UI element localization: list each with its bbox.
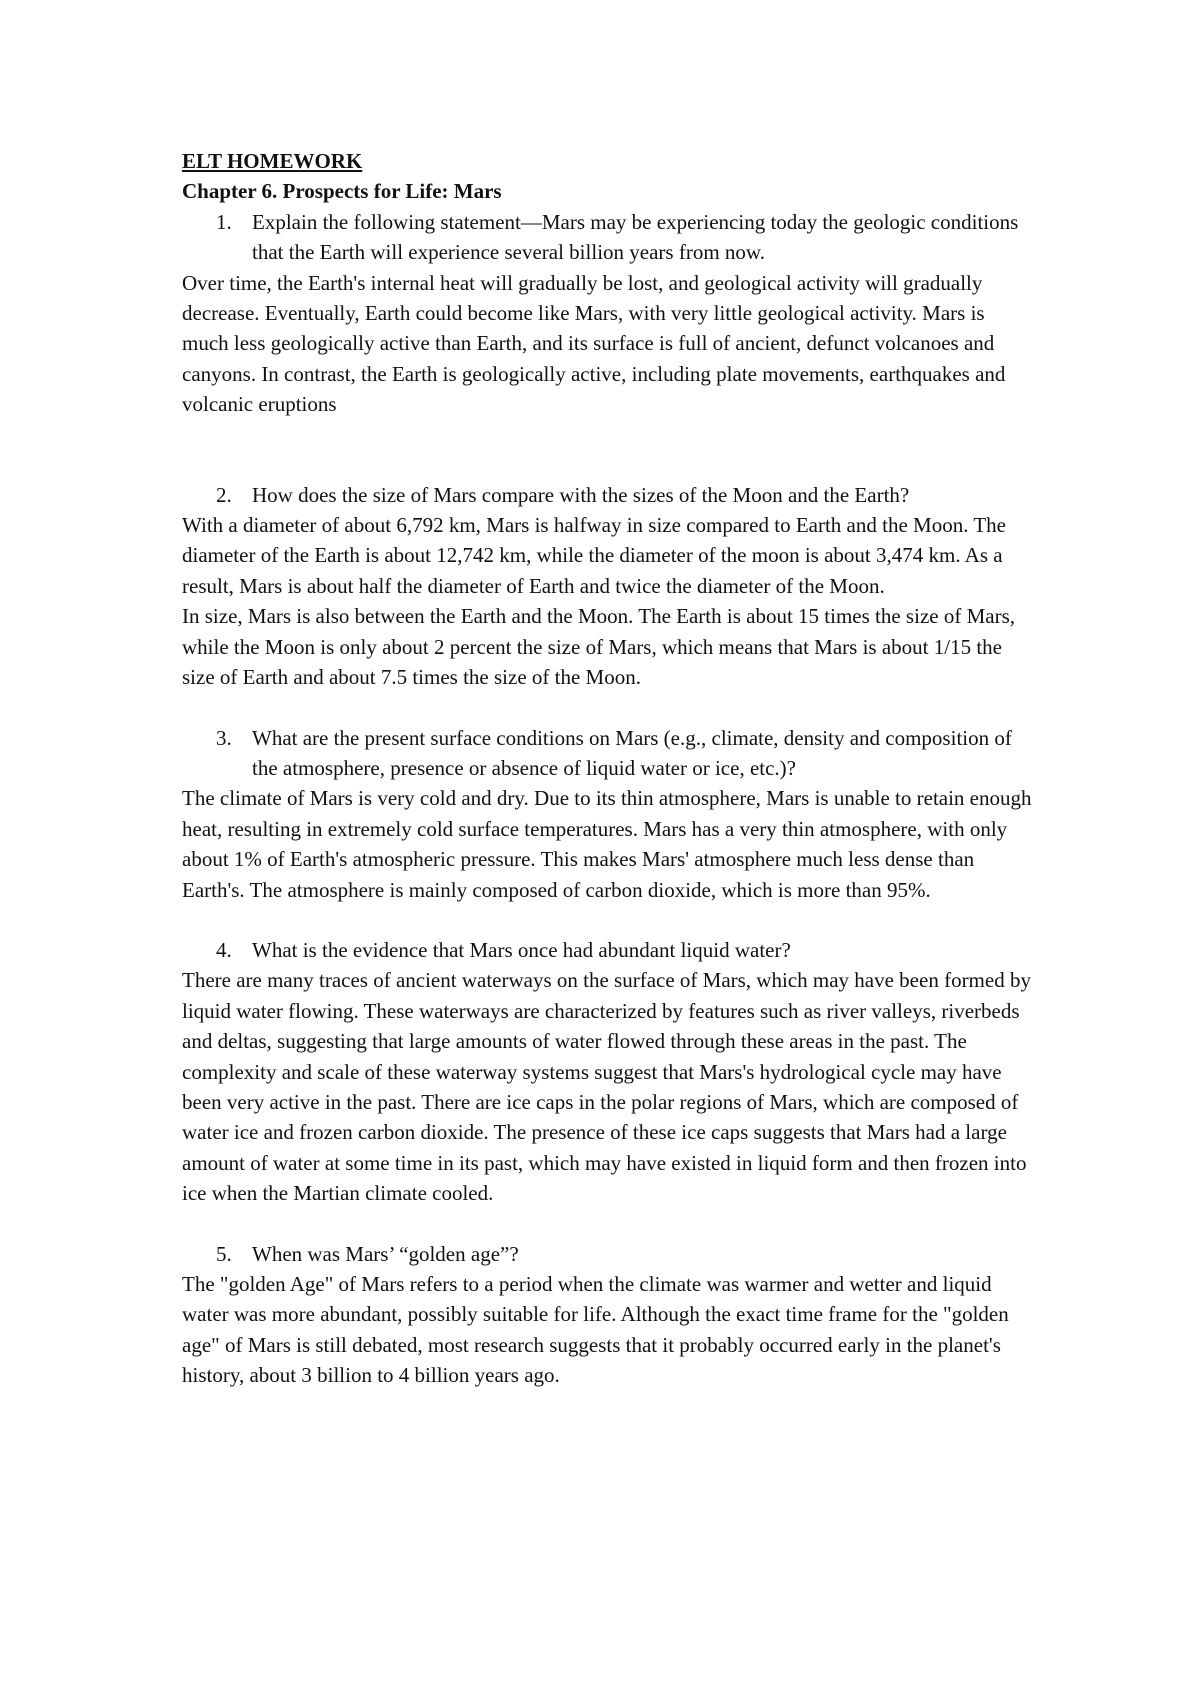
question-5 [182, 1239, 1032, 1269]
question-4-text: What is the evidence that Mars once had abundant liquid water? [252, 937, 791, 962]
question-4-number: 4. [216, 937, 232, 962]
answer-4: There are many traces of ancient waterways on the surface of Mars, which may have been formed by liquid water flowing. These waterways are characterized by features such as river valleys, riverbeds and deltas, suggesting that large amounts of water flowed through these areas in the past. The complexity and scale of these waterway systems suggest that Mars's hydrological cycle may have been very active in the past. There are ice caps in the polar regions of Mars, which are composed of water ice and frozen carbon dioxide. The presence of these ice caps suggests that Mars had a large amount of water at some time in its past, which may have existed in liquid form and then frozen into ice when the Martian climate cooled. [182, 968, 1031, 1206]
question-2-number: 2. [216, 482, 232, 507]
answer-2-paragraph-1: With a diameter of about 6,792 km, Mars is halfway in size compared to Earth and the Moon. The diameter of the Earth is about 12,742 km, while the diameter of the moon is about 3,474 km. As a result, Mars is about half the diameter of Earth and twice the diameter of the Moon. [182, 513, 1006, 598]
question-3 [182, 723, 1032, 784]
spacer [182, 420, 1032, 480]
question-3-number: 3. [216, 725, 232, 750]
question-3-text: What are the present surface conditions on Mars (e.g., climate, density and composition of the atmosphere, presence or absence of liquid water or ice, etc.)? [252, 725, 1012, 780]
question-2-text: How does the size of Mars compare with the sizes of the Moon and the Earth? [252, 482, 910, 507]
question-1-number: 1. [216, 209, 232, 234]
answer-1: Over time, the Earth's internal heat will gradually be lost, and geological activity will gradually decrease. Eventually, Earth could become like Mars, with very little geological activity. Mars is much less geologically active than Earth, and its surface is full of ancient, defunct volcanoes and canyons. In contrast, the Earth is geologically active, including plate movements, earthquakes and volcanic eruptions [182, 270, 1006, 417]
answer-5: The "golden Age" of Mars refers to a period when the climate was warmer and wetter and liquid water was more abundant, possibly suitable for life. Although the exact time frame for the "golden age" of Mars is still debated, most research suggests that it probably occurred early in the planet's history, about 3 billion to 4 billion years ago. [182, 1272, 1009, 1388]
document-page [182, 146, 1032, 1391]
question-1-text: Explain the following statement—Mars may be experiencing today the geologic conditions that the Earth will experience several billion years from now. [252, 209, 1019, 265]
question-2 [182, 480, 1032, 510]
chapter-title: Chapter 6. Prospects for Life: Mars [182, 179, 502, 204]
spacer [182, 905, 1032, 935]
question-4 [182, 935, 1032, 965]
spacer [182, 693, 1032, 723]
homework-title: ELT HOMEWORK [182, 149, 363, 173]
question-1 [182, 207, 1032, 268]
answer-3: The climate of Mars is very cold and dry. Due to its thin atmosphere, Mars is unable to retain enough heat, resulting in extremely cold surface temperatures. Mars has a very thin atmosphere, with only about 1% of Earth's atmospheric pressure. This makes Mars' atmosphere much less dense than Earth's. The atmosphere is mainly composed of carbon dioxide, which is more than 95%. [182, 786, 1032, 902]
answer-2-paragraph-2: In size, Mars is also between the Earth and the Moon. The Earth is about 15 times the size of Mars, while the Moon is only about 2 percent the size of Mars, which means that Mars is about 1/15 the size of Earth and about 7.5 times the size of the Moon. [182, 604, 1015, 690]
question-5-number: 5. [216, 1241, 232, 1266]
spacer [182, 1209, 1032, 1239]
question-5-text: When was Mars’ “golden age”? [252, 1241, 519, 1266]
